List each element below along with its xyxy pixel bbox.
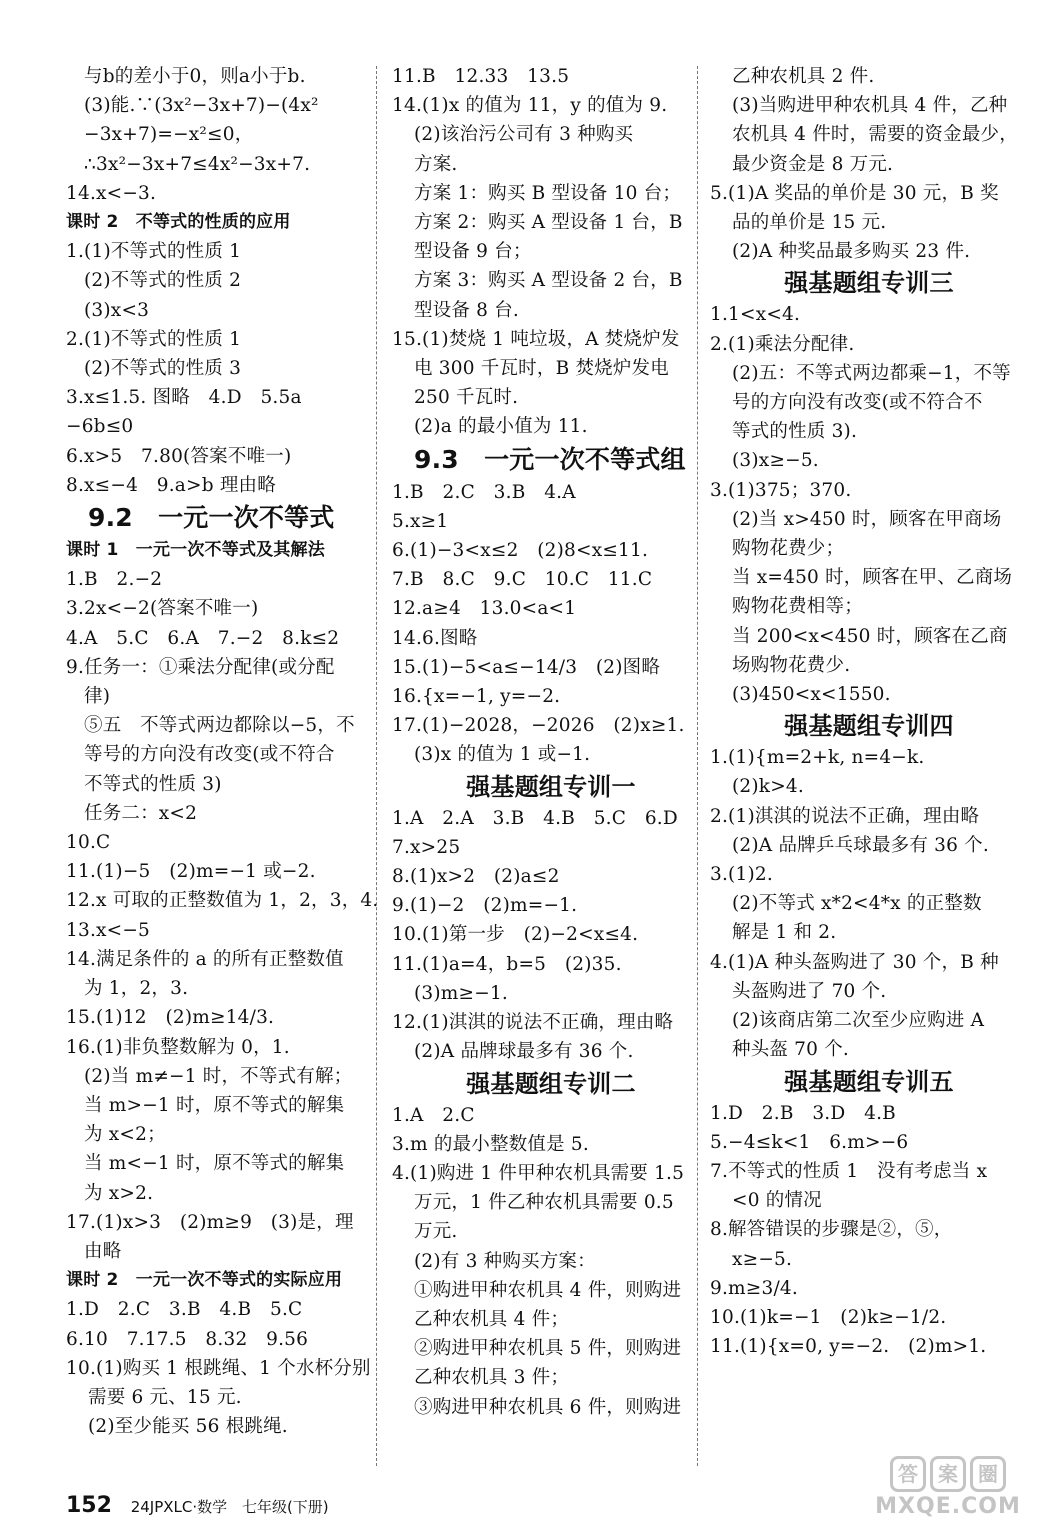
answer-line: 7.不等式的性质 1 没有考虑当 x xyxy=(710,1160,988,1182)
section-heading: 9.2 一元一次不等式 xyxy=(88,503,335,533)
answer-line: 4.(1)A 种头盔购进了 30 个，B 种 xyxy=(710,951,999,973)
answer-line: 方案 3：购买 A 型设备 2 台，B xyxy=(414,270,683,292)
answer-line: 12.a≥4 13.0<a<1 xyxy=(392,598,577,620)
answer-line: 5.x≥1 xyxy=(392,510,449,532)
answer-line: (3)当购进甲种农机具 4 件，乙种 xyxy=(732,95,1008,117)
answer-line: 10.C xyxy=(66,832,111,854)
watermark-url: MXQE.COM xyxy=(875,1494,1021,1519)
answer-line: 号的方向没有改变(或不符合不 xyxy=(732,392,983,414)
answer-line: 方案 1：购买 B 型设备 10 台； xyxy=(414,182,682,204)
training-title: 强基题组专训一 xyxy=(466,772,636,801)
column-right xyxy=(710,62,1028,1361)
answer-line: 3.(1)2. xyxy=(710,864,773,886)
training-title: 强基题组专训四 xyxy=(784,712,954,741)
answer-line: 15.(1)12 (2)m≥14/3. xyxy=(66,1007,275,1029)
answer-line: 4.(1)购进 1 件甲种农机具需要 1.5 xyxy=(392,1162,685,1184)
answer-line: 11.(1)−5 (2)m=−1 或−2. xyxy=(66,861,316,883)
answer-line: 1.B 2.C 3.B 4.A xyxy=(392,481,576,503)
answer-line: 16.(1)非负整数解为 0，1. xyxy=(66,1036,290,1058)
answer-line: 14.(1)x 的值为 11，y 的值为 9. xyxy=(392,95,668,117)
answer-line: ∴3x²−3x+7≤4x²−3x+7. xyxy=(84,153,311,175)
answer-line: (3)x<3 xyxy=(84,299,150,321)
answer-line: 等号的方向没有改变(或不符合 xyxy=(84,744,335,766)
answer-line: 9.(1)−2 (2)m=−1. xyxy=(392,895,578,917)
answer-line: 10.(1)第一步 (2)−2<x≤4. xyxy=(392,924,639,946)
watermark-badge: 答 xyxy=(890,1456,926,1492)
answer-line: 型设备 9 台； xyxy=(414,241,532,263)
answer-line: 型设备 8 台. xyxy=(414,299,520,321)
answer-line: (2)至少能买 56 根跳绳. xyxy=(88,1416,288,1438)
answer-line: (3)能.∵(3x²−3x+7)−(4x² xyxy=(84,95,319,117)
answer-line: 8.(1)x>2 (2)a≤2 xyxy=(392,866,560,888)
lesson-heading: 课时 2 一元一次不等式的实际应用 xyxy=(66,1270,343,1291)
answer-line: 12.(1)淇淇的说法不正确，理由略 xyxy=(392,1012,674,1034)
answer-line: (3)450<x<1550. xyxy=(732,684,891,706)
answer-line: 10.(1)k=−1 (2)k≥−1/2. xyxy=(710,1306,947,1328)
book-code: 24JPXLC·数学 xyxy=(130,1498,228,1516)
answer-line: 7.B 8.C 9.C 10.C 11.C xyxy=(392,569,653,591)
answer-line: 当 m<−1 时，原不等式的解集 xyxy=(84,1153,345,1175)
answer-line: 17.(1)−2028，−2026 (2)x≥1. xyxy=(392,715,685,737)
answer-line: (2)不等式 x*2<4*x 的正整数 xyxy=(732,893,982,915)
answer-line: 10.(1)购买 1 根跳绳、1 个水杯分别 xyxy=(66,1357,371,1379)
answer-line: ⑤五 不等式两边都除以−5，不 xyxy=(84,715,355,737)
answer-line: 3.x≤1.5. 图略 4.D 5.5a xyxy=(66,387,302,409)
answer-line: 当 m>−1 时，原不等式的解集 xyxy=(84,1094,345,1116)
answer-line: 当 x=450 时，顾客在甲、乙商场 xyxy=(732,567,1013,589)
column-left xyxy=(66,62,384,1441)
answer-line: <0 的情况 xyxy=(732,1190,822,1212)
answer-line: (2)A 品牌球最多有 36 个. xyxy=(414,1041,634,1063)
answer-line: 8.x≤−4 9.a>b 理由略 xyxy=(66,474,276,496)
answer-line: 6.(1)−3<x≤2 (2)8<x≤11. xyxy=(392,540,649,562)
answer-line: −6b≤0 xyxy=(66,416,134,438)
watermark-badge: 圈 xyxy=(970,1456,1006,1492)
answer-line: (2)不等式的性质 2 xyxy=(84,270,242,292)
answer-line: 13.x<−5 xyxy=(66,919,151,941)
answer-line: 5.−4≤k<1 6.m>−6 xyxy=(710,1131,909,1153)
answer-line: 律) xyxy=(84,686,111,708)
answer-line: 3.(1)375；370. xyxy=(710,479,852,501)
answer-line: 与b的差小于0，则a小于b. xyxy=(84,66,306,87)
answer-line: 6.10 7.17.5 8.32 9.56 xyxy=(66,1328,309,1350)
answer-line: 品的单价是 15 元. xyxy=(732,212,887,234)
answer-line: 任务二：x<2 xyxy=(84,802,198,824)
training-title: 强基题组专训三 xyxy=(784,269,954,298)
answer-line: 为 x<2； xyxy=(84,1124,166,1146)
answer-line: x≥−5. xyxy=(732,1248,793,1270)
answer-line: 等式的性质 3). xyxy=(732,421,858,443)
answer-line: (2)该商店第二次至少应购进 A xyxy=(732,1010,985,1032)
answer-line: (2)不等式的性质 3 xyxy=(84,358,242,380)
answer-line: 11.(1)a=4，b=5 (2)35. xyxy=(392,953,622,975)
answer-line: 需要 6 元、15 元. xyxy=(88,1386,242,1408)
answer-line: 最少资金是 8 万元. xyxy=(732,153,894,175)
answer-line: 4.A 5.C 6.A 7.−2 8.k≤2 xyxy=(66,627,340,649)
answer-line: 方案 2：购买 A 型设备 1 台，B xyxy=(414,212,683,234)
lesson-heading: 课时 1 一元一次不等式及其解法 xyxy=(66,540,325,561)
answer-line: (3)m≥−1. xyxy=(414,982,509,1004)
answer-line: 种头盔 70 个. xyxy=(732,1039,849,1061)
section-heading: 9.3 一元一次不等式组 xyxy=(414,444,686,474)
answer-line: (2)该治污公司有 3 种购买 xyxy=(414,124,634,146)
answer-line: 为 1，2，3. xyxy=(84,978,189,1000)
answer-line: (3)x 的值为 1 或−1. xyxy=(414,744,591,766)
answer-line: ②购进甲种农机具 5 件，则购进 xyxy=(414,1338,682,1360)
answer-line: 万元，1 件乙种农机具需要 0.5 xyxy=(414,1192,674,1214)
answer-line: 16.{x=−1, y=−2. xyxy=(392,686,561,708)
answer-line: ③购进甲种农机具 6 件，则购进 xyxy=(414,1396,682,1418)
answer-line: 乙种农机具 4 件； xyxy=(414,1308,570,1330)
answer-line: (3)x≥−5. xyxy=(732,450,819,472)
answer-line: 9.任务一：①乘法分配律(或分配 xyxy=(66,656,335,678)
answer-line: 1.1<x<4. xyxy=(710,304,801,326)
answer-line: 11.B 12.33 13.5 xyxy=(392,66,570,87)
answer-line: 电 300 千瓦时，B 焚烧炉发电 xyxy=(414,358,669,380)
answer-line: 11.(1){x=0, y=−2. (2)m>1. xyxy=(710,1336,987,1358)
answer-line: 农机具 4 件时，需要的资金最少， xyxy=(732,124,1018,146)
answer-line: 6.x>5 7.80(答案不唯一) xyxy=(66,445,292,467)
answer-line: 2.(1)不等式的性质 1 xyxy=(66,328,242,350)
lesson-heading: 课时 2 不等式的性质的应用 xyxy=(66,212,291,233)
answer-line: 3.m 的最小整数值是 5. xyxy=(392,1133,589,1155)
answer-line: (2)有 3 种购买方案： xyxy=(414,1250,596,1272)
answer-line: 2.(1)乘法分配律. xyxy=(710,333,855,355)
training-title: 强基题组专训二 xyxy=(466,1069,636,1098)
answer-line: 1.D 2.C 3.B 4.B 5.C xyxy=(66,1299,303,1321)
answer-line: 场购物花费少. xyxy=(732,654,851,676)
answer-line: 5.(1)A 奖品的单价是 30 元，B 奖 xyxy=(710,182,999,204)
answer-line: 方案. xyxy=(414,153,458,175)
answer-line: (2)A 种奖品最多购买 23 件. xyxy=(732,241,971,263)
answer-line: 由略 xyxy=(84,1240,122,1262)
training-title: 强基题组专训五 xyxy=(784,1067,954,1096)
column-middle xyxy=(392,62,710,1422)
answer-line: 为 x>2. xyxy=(84,1182,154,1204)
answer-line: 14.满足条件的 a 的所有正整数值 xyxy=(66,948,344,970)
page-footer xyxy=(66,1493,329,1518)
answer-line: 14.x<−3. xyxy=(66,182,157,204)
grade-label: 七年级(下册) xyxy=(241,1498,329,1516)
answer-line: 解是 1 和 2. xyxy=(732,922,837,944)
answer-line: 万元. xyxy=(414,1221,458,1243)
answer-line: 头盔购进了 70 个. xyxy=(732,980,887,1002)
answer-line: 1.(1)不等式的性质 1 xyxy=(66,241,242,263)
answer-line: (2)k>4. xyxy=(732,776,804,798)
answer-line: 购物花费少； xyxy=(732,538,845,560)
answer-line: (2)a 的最小值为 11. xyxy=(414,416,588,438)
answer-line: 9.m≥3/4. xyxy=(710,1277,798,1299)
column-divider-2 xyxy=(697,66,698,1466)
answer-line: 购物花费相等； xyxy=(732,596,863,618)
answer-line: (2)当 m≠−1 时，不等式有解； xyxy=(84,1065,353,1087)
answer-line: ①购进甲种农机具 4 件，则购进 xyxy=(414,1279,682,1301)
page-number: 152 xyxy=(66,1493,112,1518)
answer-line: 1.(1){m=2+k, n=4−k. xyxy=(710,747,925,769)
answer-line: 15.(1)−5<a≤−14/3 (2)图略 xyxy=(392,656,661,678)
watermark-badge: 案 xyxy=(930,1456,966,1492)
answer-line: 7.x>25 xyxy=(392,836,461,858)
answer-line: 17.(1)x>3 (2)m≥9 (3)是，理 xyxy=(66,1211,354,1233)
answer-line: 乙种农机具 3 件； xyxy=(414,1367,570,1389)
answer-line: 不等式的性质 3) xyxy=(84,773,222,795)
answer-line: 1.B 2.−2 xyxy=(66,569,163,591)
answer-line: (2)五：不等式两边都乘−1，不等 xyxy=(732,362,1011,384)
answer-line: 1.A 2.C xyxy=(392,1104,475,1126)
answer-line: 当 200<x<450 时，顾客在乙商 xyxy=(732,625,1008,647)
column-divider-1 xyxy=(376,66,377,1466)
answer-line: 乙种农机具 2 件. xyxy=(732,66,875,87)
answer-line: (2)A 品牌乒乓球最多有 36 个. xyxy=(732,834,989,856)
watermark-logo xyxy=(868,1456,1028,1524)
answer-line: 14.6.图略 xyxy=(392,627,478,649)
answer-line: 1.D 2.B 3.D 4.B xyxy=(710,1102,896,1124)
answer-line: 250 千瓦时. xyxy=(414,387,519,409)
answer-line: 1.A 2.A 3.B 4.B 5.C 6.D xyxy=(392,807,678,829)
answer-line: 12.x 可取的正整数值为 1，2，3，4. xyxy=(66,890,379,912)
answer-line: 8.解答错误的步骤是②，⑤， xyxy=(710,1219,953,1241)
answer-line: 3.2x<−2(答案不唯一) xyxy=(66,598,259,620)
answer-line: 15.(1)焚烧 1 吨垃圾，A 焚烧炉发 xyxy=(392,328,680,350)
answer-line: (2)当 x>450 时，顾客在甲商场 xyxy=(732,508,1002,530)
answer-line: 2.(1)淇淇的说法不正确，理由略 xyxy=(710,805,980,827)
answer-line: −3x+7)=−x²≤0， xyxy=(84,124,254,146)
